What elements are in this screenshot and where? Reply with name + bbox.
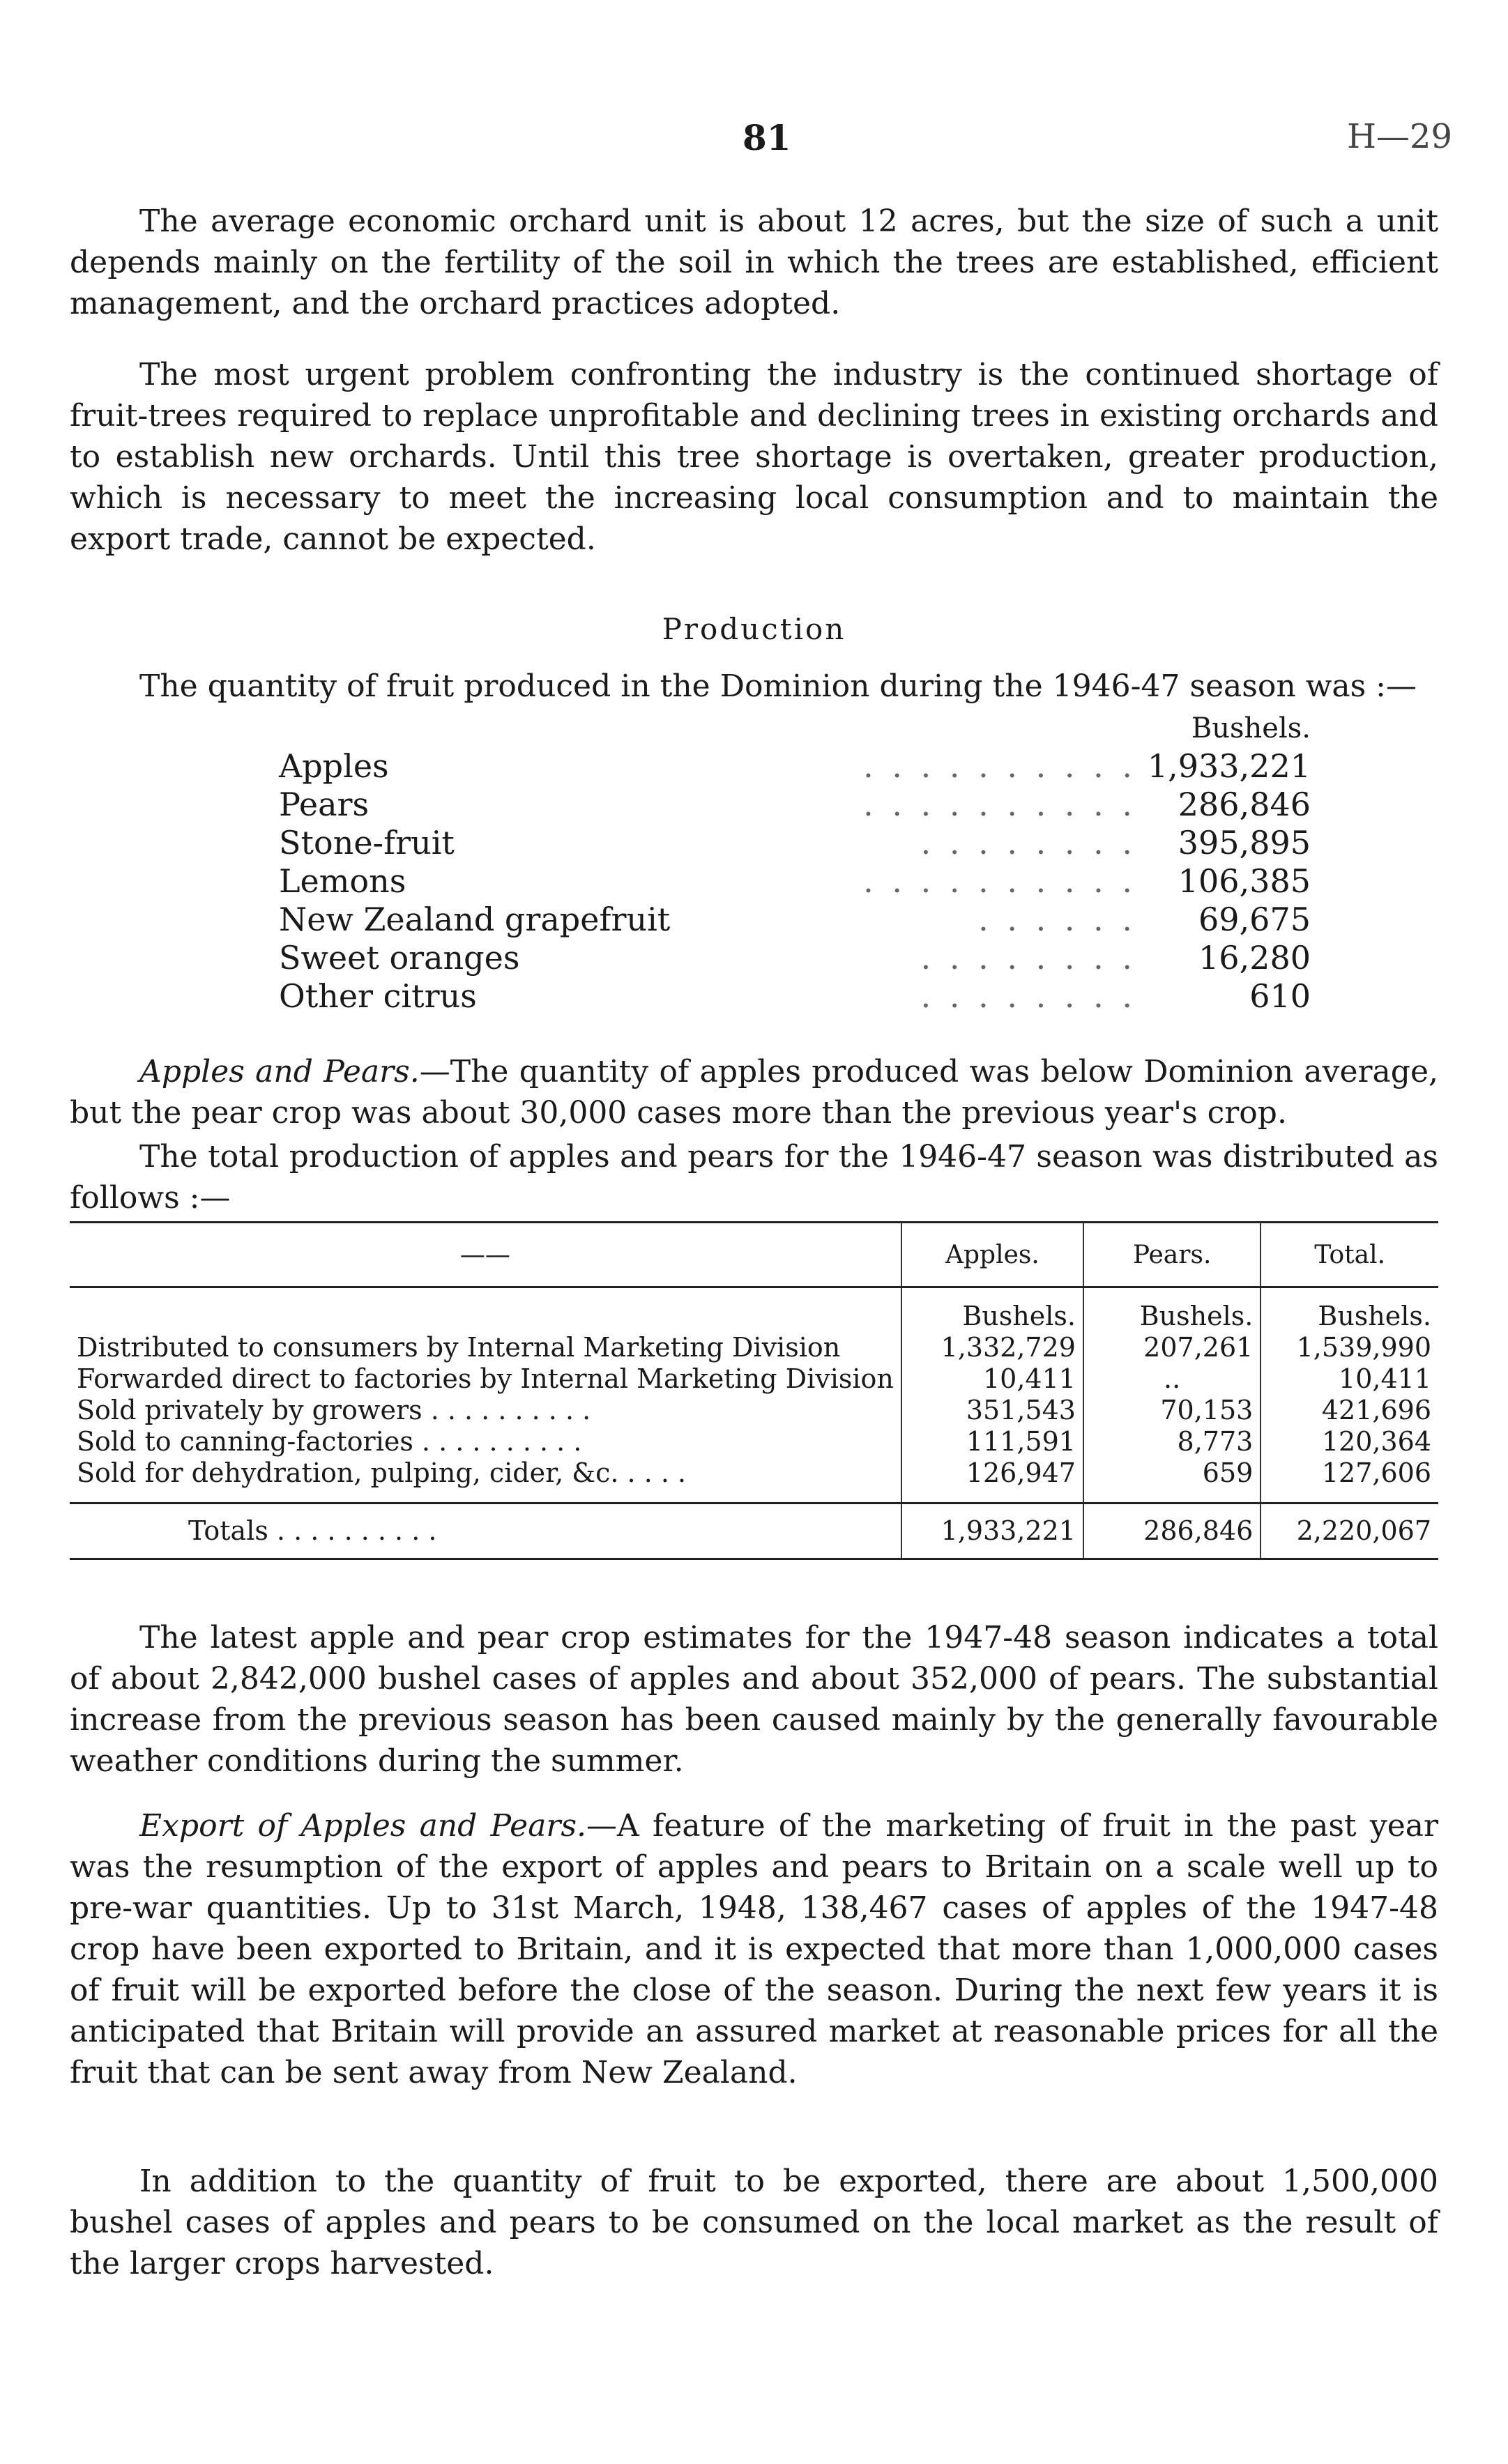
- cell-desc: Sold privately by growers . . . . . . . . . .: [77, 1395, 591, 1425]
- paragraph-tree-shortage: [70, 354, 1438, 560]
- production-bushels: 286,846: [1178, 786, 1311, 823]
- paragraph-text: The quantity of fruit produced in the Dominion during the 1946-47 season was :—: [139, 668, 1417, 704]
- production-row: [279, 901, 1311, 939]
- production-fruit: Apples: [279, 747, 389, 785]
- production-row: [279, 862, 1311, 901]
- header-apples: Apples.: [901, 1223, 1083, 1287]
- apples-pears-text: —The quantity of apples produced was below Dominion average, but the pear crop was about 30,000 cases more than the previous year's crop.: [70, 1054, 1438, 1131]
- paragraph-export: [70, 1805, 1438, 2093]
- leader-dots: . . . . . . . . . .: [863, 786, 1136, 823]
- distribution-table: [70, 1221, 1438, 1560]
- table-row: [70, 1457, 1438, 1489]
- totals-total: 2,220,067: [1261, 1503, 1438, 1559]
- production-fruit: Lemons: [279, 862, 406, 900]
- production-intro: [70, 666, 1438, 707]
- production-row: [279, 939, 1311, 977]
- totals-apples: 1,933,221: [901, 1503, 1083, 1559]
- cell-apples: 111,591: [901, 1426, 1083, 1457]
- apples-pears-heading: Apples and Pears.: [139, 1054, 420, 1089]
- table-row: [70, 1426, 1438, 1457]
- bushels-unit-label: Bushels.: [1191, 712, 1311, 744]
- production-bushels: 69,675: [1198, 901, 1311, 938]
- unit-apples: Bushels.: [901, 1287, 1083, 1333]
- cell-desc: Forwarded direct to factories by Internal Marketing Division: [77, 1363, 894, 1394]
- table-header-row: [70, 1223, 1438, 1287]
- leader-dots: . . . . . . . .: [920, 977, 1136, 1015]
- production-bushels: 16,280: [1198, 939, 1311, 977]
- cell-apples: 126,947: [901, 1457, 1083, 1489]
- paragraph-orchard-unit: [70, 201, 1438, 324]
- leader-dots: . . . . . . . .: [920, 824, 1136, 862]
- table-row: [70, 1395, 1438, 1426]
- unit-pears: Bushels.: [1083, 1287, 1261, 1333]
- leader-dots: . . . . . . . .: [920, 939, 1136, 977]
- export-text: —A feature of the marketing of fruit in the past year was the resumption of the export of apples and pears to Britain on a scale well up to pre-war quantities. Up to 31st March, 1948, 138,467 cases of apples of the 1947-48 crop have been exported to Britain, and it is expected that more than 1,000,000 cases of fruit will be exported before the close of the season. During the next few years it is anticipated that Britain will provide an assured market at reasonable prices for all the fruit that can be sent away from New Zealand.: [70, 1808, 1438, 2090]
- document-reference: H—29: [1347, 117, 1452, 156]
- cell-apples: 1,332,729: [901, 1332, 1083, 1363]
- cell-pears: 8,773: [1083, 1426, 1261, 1457]
- table-row: [70, 1332, 1438, 1363]
- cell-total: 421,696: [1261, 1395, 1438, 1426]
- production-bushels: 610: [1249, 977, 1311, 1015]
- header-description: ——: [459, 1240, 510, 1269]
- paragraph-text: In addition to the quantity of fruit to be exported, there are about 1,500,000 bushel cases of apples and pears to be consumed on the local market as the result of the larger crops harvested.: [70, 2164, 1438, 2281]
- production-bushels: 106,385: [1178, 862, 1311, 900]
- cell-pears: 659: [1083, 1457, 1261, 1489]
- page-header: [70, 117, 1452, 159]
- production-fruit: New Zealand grapefruit: [279, 901, 671, 938]
- units-row: [70, 1287, 1438, 1333]
- paragraph-text: The average economic orchard unit is about 12 acres, but the size of such a unit depends mainly on the fertility of the soil in which the trees are established, efficient management, and the orchard practices adopted.: [70, 204, 1438, 321]
- export-heading: Export of Apples and Pears.: [139, 1808, 587, 1844]
- production-row: [279, 824, 1311, 862]
- header-total: Total.: [1261, 1223, 1438, 1287]
- cell-total: 120,364: [1261, 1426, 1438, 1457]
- cell-total: 1,539,990: [1261, 1332, 1438, 1363]
- cell-desc: Sold to canning-factories . . . . . . . . . .: [77, 1426, 582, 1457]
- cell-desc: Sold for dehydration, pulping, cider, &c. . . . .: [77, 1457, 687, 1488]
- table-row: [70, 1363, 1438, 1395]
- production-bushels: 395,895: [1178, 824, 1311, 862]
- page-number: 81: [742, 117, 791, 158]
- production-heading: Production: [662, 612, 846, 646]
- cell-desc: Distributed to consumers by Internal Marketing Division: [77, 1332, 841, 1363]
- cell-pears: 70,153: [1083, 1395, 1261, 1426]
- cell-apples: 351,543: [901, 1395, 1083, 1426]
- leader-dots: . . . . . . . . . .: [863, 747, 1136, 785]
- cell-total: 127,606: [1261, 1457, 1438, 1489]
- paragraph-local-market: [70, 2161, 1438, 2284]
- paragraph-text: The total production of apples and pears for the 1946-47 season was distributed as follows :—: [70, 1139, 1438, 1216]
- header-pears: Pears.: [1083, 1223, 1261, 1287]
- leader-dots: . . . . . . . . . .: [863, 862, 1136, 900]
- totals-pears: 286,846: [1083, 1503, 1261, 1559]
- production-row: [279, 747, 1311, 786]
- cell-pears: 207,261: [1083, 1332, 1261, 1363]
- production-row: [279, 786, 1311, 824]
- production-fruit: Sweet oranges: [279, 939, 520, 977]
- cell-total: 10,411: [1261, 1363, 1438, 1395]
- totals-label: Totals . . . . . . . . . .: [188, 1515, 437, 1546]
- paragraph-text: The most urgent problem confronting the industry is the continued shortage of fruit-trees required to replace unprofitable and declining trees in existing orchards and to establish new orchards. Until this tree shortage is overtaken, greater production, which is necessary to meet the increasing local consumption and to maintain the export trade, cannot be expected.: [70, 357, 1438, 557]
- totals-row: [70, 1503, 1438, 1559]
- leader-dots: . . . . . .: [978, 901, 1136, 938]
- paragraph-apples-pears: [70, 1051, 1438, 1133]
- production-fruit: Pears: [279, 786, 370, 823]
- production-fruit: Stone-fruit: [279, 824, 455, 862]
- paragraph-text: The latest apple and pear crop estimates for the 1947-48 season indicates a total of about 2,842,000 bushel cases of apples and about 352,000 of pears. The substantial increase from the previous season has been caused mainly by the generally favourable weather conditions during the summer.: [70, 1620, 1438, 1779]
- production-row: [279, 977, 1311, 1016]
- unit-total: Bushels.: [1261, 1287, 1438, 1333]
- cell-apples: 10,411: [901, 1363, 1083, 1395]
- production-fruit: Other citrus: [279, 977, 477, 1015]
- production-list: [279, 712, 1311, 1016]
- cell-pears: ..: [1083, 1363, 1261, 1395]
- paragraph-crop-estimates: [70, 1617, 1438, 1782]
- production-bushels: 1,933,221: [1147, 747, 1311, 785]
- paragraph-distribution-intro: [70, 1136, 1438, 1218]
